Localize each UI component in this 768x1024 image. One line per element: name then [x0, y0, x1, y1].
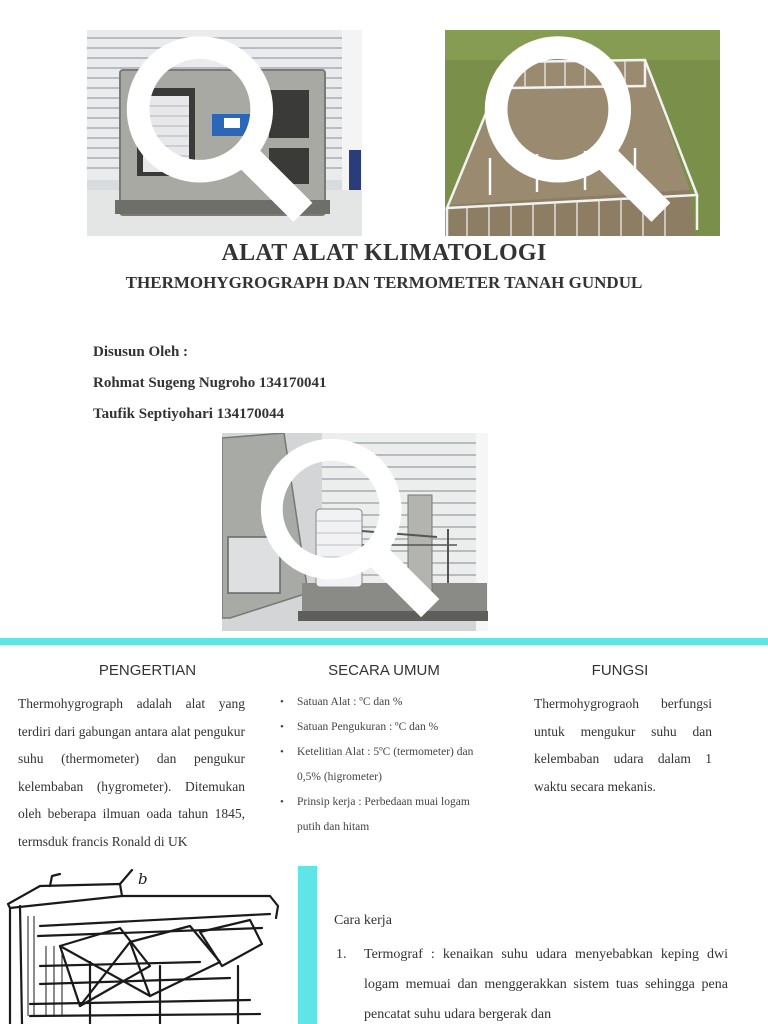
pengertian-paragraph: Thermohygrograph adalah alat yang terdiri dari gabungan antara alat pengukur suhu (thermometer) dan pengukur kelembaban (hygrometer). Ditemukan oleh beberapa ilmuan oada tahun 1845, termsduk francis Ronald di UK [18, 696, 245, 849]
page-title: ALAT ALAT KLIMATOLOGI [221, 240, 547, 266]
step-number: 1. [336, 947, 347, 962]
accent-bar [298, 866, 317, 1024]
photo-soil-thermometer-plot [445, 30, 720, 236]
list-item: • Ketelitian Alat : 5ºC (termometer) dan 0,5% (higrometer) [280, 740, 480, 790]
photo-thermohygrograph-box [87, 30, 362, 236]
cara-kerja-heading: Cara kerja [334, 913, 392, 928]
heading-fungsi: FUNGSI [591, 662, 649, 679]
magnifier-icon[interactable] [87, 30, 358, 233]
author-name: Rohmat Sugeng Nugroho 134170041 [93, 375, 327, 391]
author-block [93, 344, 327, 437]
magnifier-icon[interactable] [222, 433, 484, 628]
heading-pengertian: PENGERTIAN [98, 662, 197, 679]
list-item [336, 940, 728, 1024]
page-subtitle: THERMOHYGROGRAPH DAN TERMOMETER TANAH GUNDUL [125, 273, 643, 292]
list-item: • Satuan Alat : ºC dan % [280, 690, 480, 715]
cara-kerja-list [336, 940, 728, 1024]
step-text: Termograf : kenaikan suhu udara menyebabkan keping dwi logam memuai dan menggerakkan sistem tuas sehingga pena pencatat suhu udara bergerak dan [364, 947, 728, 1022]
secara-umum-list [280, 690, 480, 840]
svg-text:b: b [138, 870, 148, 888]
photo-thermohygrograph-open [222, 433, 488, 631]
list-item: • Satuan Pengukuran : ºC dan % [280, 715, 480, 740]
sketch-thermohygrograph-drawing [0, 866, 290, 1024]
section-divider [0, 638, 768, 645]
author-label: Disusun Oleh : [93, 344, 189, 360]
magnifier-icon[interactable] [445, 30, 716, 233]
heading-secara-umum: SECARA UMUM [328, 662, 440, 679]
fungsi-paragraph: Thermohygrograoh berfungsi untuk mengukur suhu dan kelembaban udara dalam 1 waktu secara mekanis. [534, 696, 712, 794]
list-item: • Prinsip kerja : Perbedaan muai logam putih dan hitam [280, 790, 480, 840]
author-name: Taufik Septiyohari 134170044 [93, 406, 285, 422]
